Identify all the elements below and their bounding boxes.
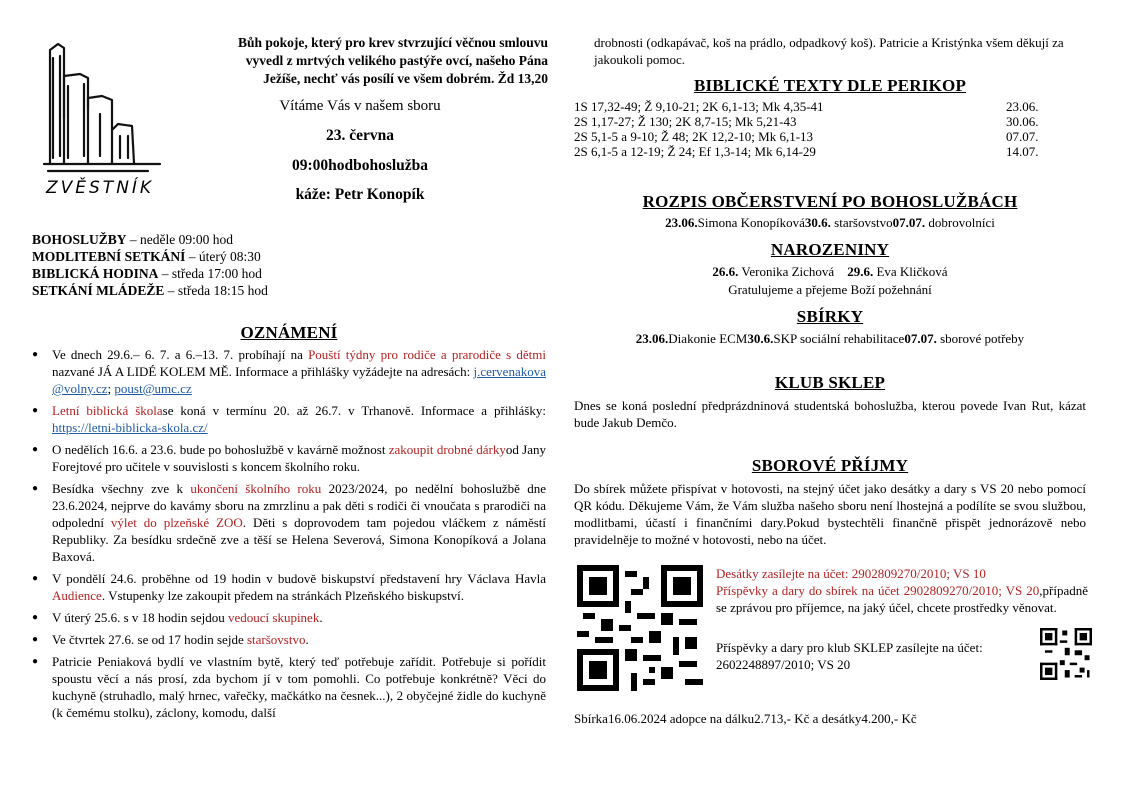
schedule-row: BIBLICKÁ HODINA – středa 17:00 hod [32,266,262,281]
blessing-line-2: vyvedl z mrtvých velikého pastýře ovcí, našeho Pána [245,53,548,68]
tithe-account: Desátky zasílejte na účet: 2902809270/2010; VS 10 [716,566,986,581]
announcement-item: ● V úterý 25.6. s v 18 hodin sejdou vedoucí skupinek. [32,609,546,626]
refreshments-schedule: 23.06.Simona Konopíková30.6. staršovstvo07.07. dobrovolníci [665,215,995,230]
perikopy-title: BIBLICKÉ TEXTY DLE PERIKOP [693,76,967,95]
announcement-item: ● V pondělí 24.6. proběhne od 19 hodin v budově biskupství představení hry Václava Havla Audience. Vstupenky lze zakoupit předem na stránkách Plzeňského biskupství. [32,570,546,604]
blessing-line-1: Bůh pokoje, který pro krev stvrzující věčnou smlouvu [237,35,548,50]
income-accounts: Desátky zasílejte na účet: 2902809270/2010; VS 10 Příspěvky a dary do sbírek na účet 2902809270/2010; VS 20,případně se zprávou pro příjemce, na jaký účel, chcete prostředky věnovat. [716,566,1088,615]
qr-code-icon[interactable] [577,565,703,691]
refreshments-title: ROZPIS OBČERSTVENÍ PO BOHOSLUŽBÁCH [642,192,1018,211]
schedule-row: MODLITEBNÍ SETKÁNÍ – úterý 08:30 [32,249,261,264]
announcement-item: ● Ve dnech 29.6.– 6. 7. a 6.–13. 7. probíhají na Pouští týdny pro rodiče a prarodiče s dětmi nazvané JÁ A LIDÉ KOLEM MĚ. Informace a přihlášky vyžádejte na adresách: j.cervenakova @volny.cz; poust@umc.cz [32,346,546,397]
club-text: Dnes se koná poslední předprázdninová studentská bohoslužba, kterou povede Ivan Rut, kázat bude Jakub Demčo. [574,398,1086,430]
schedule-row: SETKÁNÍ MLÁDEŽE – středa 18:15 hod [32,283,268,298]
club-account: Příspěvky a dary pro klub SKLEP zasílejte na účet: 2602248897/2010; VS 20 [716,640,983,672]
income-text: Do sbírek můžete přispívat v hotovosti, na stejný účet jako desátky a dary s VS 20 nebo pomocí QR kódu. Děkujeme Vám, že Vám služba našeho sboru není lhostejná a podílíte se svou službou, modlitbami, účastí i finančními dary.Pokud bystechtěli finančně přispět jednorázově nebo pravidelněje to možné v hotovosti, nebo na účet. [574,481,1086,547]
club-title: KLUB SKLEP [774,373,886,392]
email-link[interactable]: poust@umc.cz [114,381,192,396]
logo-word: ZVĚSTNÍK [46,178,155,198]
club-qr-code-icon[interactable] [1040,628,1092,680]
logo [40,38,165,208]
blessing-line-3: Ježíše, nechť vás posílí ve všem dobrém. Žd 13,20 [263,71,548,86]
birthdays-wish: Gratulujeme a přejeme Boží požehnání [728,282,932,297]
welcome: Vítáme Vás v našem sboru [279,98,441,114]
blessing [176,34,548,88]
gift-account: Příspěvky a dary do sbírek na účet 2902809270/2010; VS 20 [716,583,1040,598]
collection-summary: Sbírka16.06.2024 adopce na dálku2.713,- Kč a desátky4.200,- Kč [574,711,917,726]
perikopy-table [574,99,1086,159]
email-link[interactable]: j.cervenakova @volny.cz [52,364,546,396]
collections-title: SBÍRKY [796,307,864,326]
announcements [32,346,546,726]
announcement-item: ● O nedělích 16.6. a 23.6. bude po bohoslužbě v kavárně možnost zakoupit drobné dárkyod Jany Forejtové pro učitele v souvislosti s koncem školního roku. [32,441,546,475]
collections-list: 23.06.Diakonie ECM30.6.SKP sociální rehabilitace07.07. sborové potřeby [635,331,1025,346]
service-date: 23. června [325,127,394,144]
preacher: káže: Petr Konopík [295,186,425,203]
announcements-title: OZNÁMENÍ [240,323,338,342]
income-title: SBOROVÉ PŘÍJMY [751,456,909,475]
schedule-row: BOHOSLUŽBY – neděle 09:00 hod [32,232,234,247]
birthdays-list: 26.6. Veronika Zichová 29.6. Eva Kličková [712,264,948,279]
birthdays-title: NAROZENINY [770,240,890,259]
announcement-item: ● Patricie Peniaková bydlí ve vlastním bytě, který teď potřebuje zařídit. Potřebuje si pořídit spoustu věcí a nás prosí, zda bychom jí v tom pomohli. Co potřebuje konkrétně? Věci do kuchyně (struhadlo, malý hrnec, vařečky, mačkátko na česnek...), 2 obyčejné židle do kuchyně (k čemému stolku), záclony, komodu, další [32,653,546,721]
announcement-continuation: drobnosti (odkapávač, koš na prádlo, odpadkový koš). Patricie a Kristýnka všem děkují za jakoukoli pomoc. [594,35,1064,67]
announcement-item: ● Letní biblická školase koná v termínu 20. až 26.7. v Trhanově. Informace a přihlášky: https://letni-biblicka-skola.cz/ [32,402,546,436]
service-time: 09:00hodbohoslužba [291,157,429,174]
announcement-item: ● Besídka všechny zve k ukončení školního roku 2023/2024, po nedělní bohoslužbě dne 23.6.2024, nejprve do kavámy sboru na zmrzlinu a pak děti s rodiči či vnoučata s prarodiči na odpolední výlet do plzeňské ZOO. Děti s doprovodem tam pojedou vláčkem z náměstí Republiky. Za besídku srdečně zve a těší se Helena Severová, Simona Konopíková a Jolana Baxová. [32,480,546,565]
perikopy-row: 1S 17,32-49; Ž 9,10-21; 2K 6,1-13; Mk 4,35-41 23.06. [574,99,1039,114]
web-link[interactable]: https://letni-biblicka-skola.cz/ [52,420,208,435]
schedule [32,231,332,299]
perikopy-row: 2S 5,1-5 a 9-10; Ž 48; 2K 12,2-10; Mk 6,1-13 07.07. [574,129,1039,144]
perikopy-row: 2S 6,1-5 a 12-19; Ž 24; Ef 1,3-14; Mk 6,14-29 14.07. [574,144,1039,159]
perikopy-row: 2S 1,17-27; Ž 130; 2K 8,7-15; Mk 5,21-43 30.06. [574,114,1039,129]
announcement-item: ● Ve čtvrtek 27.6. se od 17 hodin sejde staršovstvo. [32,631,546,648]
